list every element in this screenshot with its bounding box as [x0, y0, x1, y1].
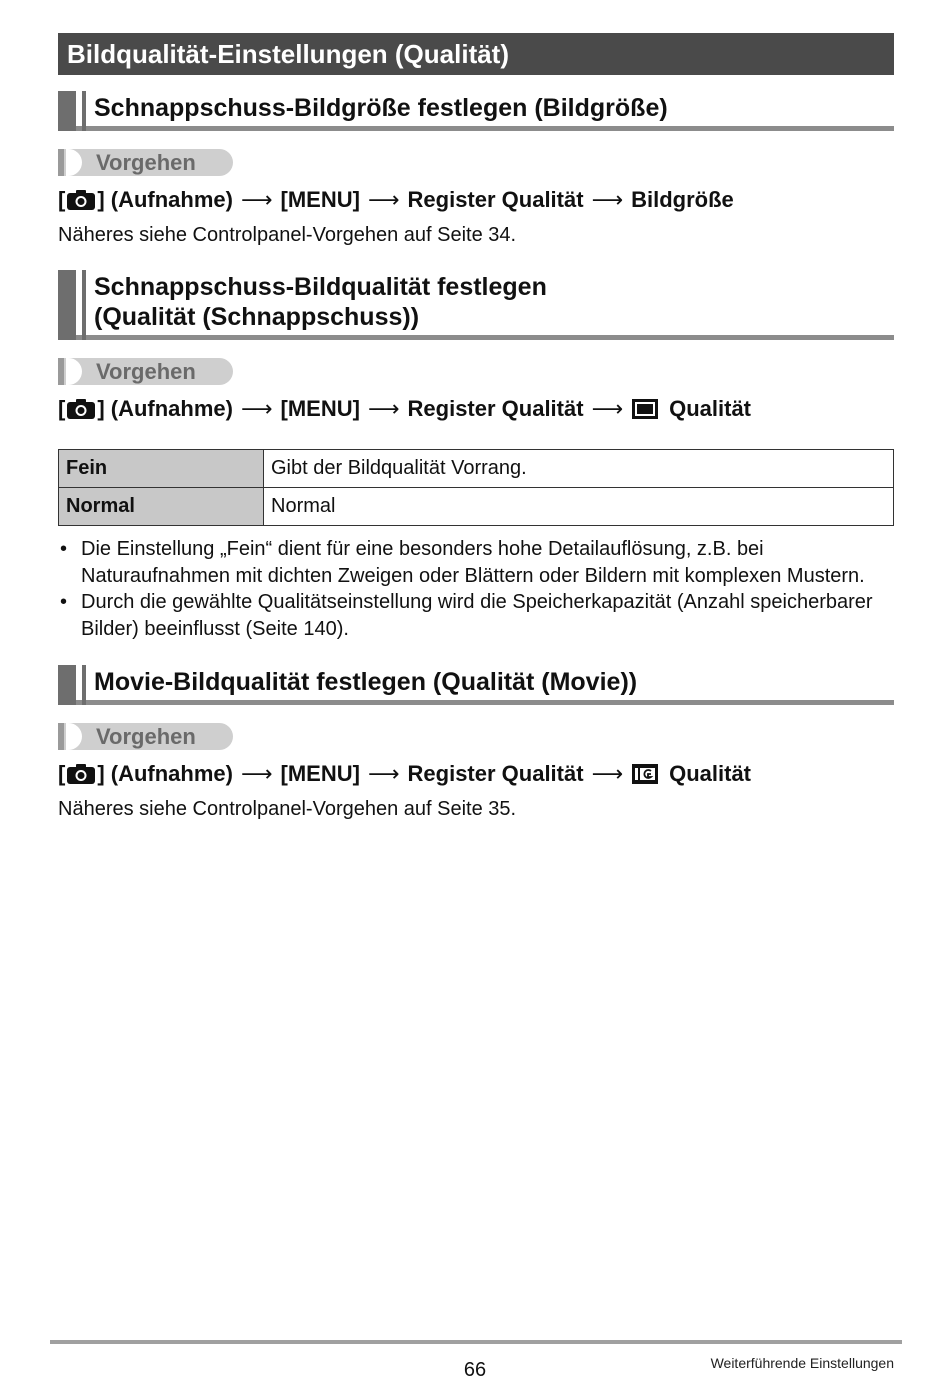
section-movie-qualitaet	[58, 665, 894, 822]
arrow-icon: ⟶	[240, 187, 273, 212]
movie-quality-icon	[631, 763, 659, 785]
footer-section-title: Weiterführende Einstellungen	[710, 1355, 894, 1371]
page-number: 66	[463, 1359, 487, 1381]
arrow-icon: ⟶	[591, 187, 624, 212]
section-title: Movie-Bildqualität festlegen (Qualität (Movie))	[94, 668, 638, 696]
section-bildqualitaet	[58, 270, 894, 642]
heading-bar-thin	[82, 91, 86, 131]
heading-bar	[58, 91, 76, 131]
procedure-path: [ ] (Aufnahme) ⟶ [MENU] ⟶ Register Qualität ⟶ Qualität	[58, 761, 752, 786]
procedure-path: [ ] (Aufnahme) ⟶ [MENU] ⟶ Register Qualität ⟶ Bildgröße	[58, 187, 734, 212]
snapshot-quality-icon	[631, 398, 659, 420]
option-value: Normal	[264, 488, 894, 526]
page-content	[58, 33, 894, 822]
section-heading	[58, 665, 894, 705]
arrow-icon: ⟶	[240, 396, 273, 421]
heading-bar	[58, 270, 76, 340]
heading-bar-thin	[82, 270, 86, 340]
arrow-icon: ⟶	[591, 761, 624, 786]
option-key: Normal	[59, 488, 264, 526]
section-title: Schnappschuss-Bildqualität festlegen (Qualität (Schnappschuss))	[94, 273, 547, 331]
vorgehen-label: Vorgehen	[58, 149, 233, 176]
table-row	[59, 488, 894, 526]
option-key: Fein	[59, 450, 264, 488]
list-item: • Die Einstellung „Fein“ dient für eine besonders hohe Detailauflösung, z.B. bei Naturaufnahmen mit dichten Zweigen oder Blättern oder Bildern mit komplexen Mustern.	[60, 538, 865, 587]
arrow-icon: ⟶	[591, 396, 624, 421]
vorgehen-label: Vorgehen	[58, 723, 233, 750]
camera-icon	[66, 189, 96, 211]
arrow-icon: ⟶	[367, 396, 400, 421]
option-value: Gibt der Bildqualität Vorrang.	[264, 450, 894, 488]
section-heading	[58, 91, 894, 131]
section-heading	[58, 270, 894, 340]
footer-divider	[50, 1340, 902, 1344]
arrow-icon: ⟶	[367, 187, 400, 212]
arrow-icon: ⟶	[240, 761, 273, 786]
camera-icon	[66, 763, 96, 785]
table-row	[59, 450, 894, 488]
arrow-icon: ⟶	[367, 761, 400, 786]
procedure-path: [ ] (Aufnahme) ⟶ [MENU] ⟶ Register Qualität ⟶ Qualität	[58, 396, 752, 421]
vorgehen-label: Vorgehen	[58, 358, 233, 385]
list-item: • Durch die gewählte Qualitätseinstellung wird die Speicherkapazität (Anzahl speicherbarer Bilder) beeinflusst (Seite 140).	[60, 591, 873, 640]
section-bildgroesse	[58, 91, 894, 248]
description: Näheres siehe Controlpanel-Vorgehen auf Seite 35.	[58, 798, 517, 820]
section-title: Schnappschuss-Bildgröße festlegen (Bildgröße)	[94, 94, 668, 122]
heading-bar	[58, 665, 76, 705]
quality-options-table	[58, 449, 894, 526]
notes-list	[58, 536, 894, 642]
camera-icon	[66, 398, 96, 420]
page-title: Bildqualität-Einstellungen (Qualität)	[58, 33, 894, 75]
heading-bar-thin	[82, 665, 86, 705]
description: Näheres siehe Controlpanel-Vorgehen auf Seite 34.	[58, 224, 517, 246]
